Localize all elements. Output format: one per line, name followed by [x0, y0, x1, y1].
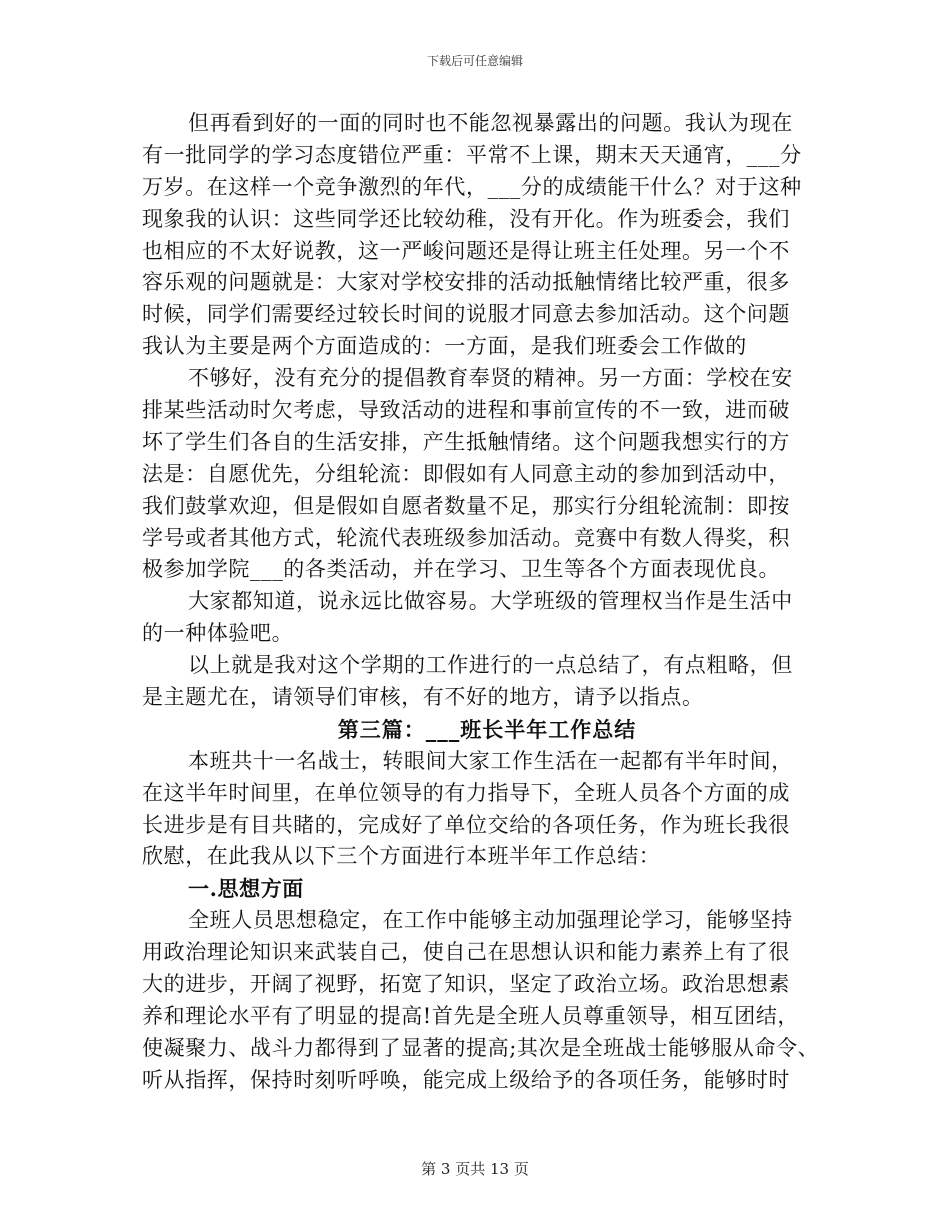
paragraph-line: 也相应的不太好说教，这一严峻问题还是得让班主任处理。另一个不 — [142, 238, 790, 263]
paragraph-line: 学号或者其他方式，轮流代表班级参加活动。竞赛中有数人得奖，积 — [142, 525, 790, 550]
paragraph-line: 长进步是有目共睹的，完成好了单位交给的各项任务，作为班长我很 — [142, 812, 790, 837]
page-footer: 第 3 页共 13 页 — [421, 1160, 529, 1178]
paragraph-line: 但再看到好的一面的同时也不能忽视暴露出的问题。我认为现在 — [188, 111, 793, 135]
paragraph-line: 以上就是我对这个学期的工作进行的一点总结了，有点粗略，但 — [188, 653, 793, 678]
paragraph-line: 坏了学生们各自的生活安排，产生抵触情绪。这个问题我想实行的方 — [142, 429, 790, 454]
paragraph-line: 大家都知道，说永远比做容易。大学班级的管理权当作是生活中 — [188, 589, 793, 614]
paragraph-line: 的一种体验吧。 — [142, 621, 294, 646]
paragraph-line: 我认为主要是两个方面造成的：一方面，是我们班委会工作做的 — [142, 334, 747, 359]
paragraph-line: 法是：自愿优先，分组轮流：即假如有人同意主动的参加到活动中， — [142, 461, 790, 486]
paragraph-line: 万岁。在这样一个竞争激烈的年代，___分的成绩能干什么？对于这种 — [142, 174, 802, 199]
paragraph-line: 我们鼓掌欢迎，但是假如自愿者数量不足，那实行分组轮流制：即按 — [142, 493, 790, 518]
paragraph-line: 本班共十一名战士，转眼间大家工作生活在一起都有半年时间， — [188, 748, 793, 773]
paragraph-line: 用政治理论知识来武装自己，使自己在思想认识和能力素养上有了很 — [142, 940, 790, 965]
paragraph-line: 有一批同学的学习态度错位严重：平常不上课，期末天天通宵，___分 — [142, 142, 802, 167]
document-body — [142, 108, 832, 1097]
paragraph-line: 现象我的认识：这些同学还比较幼稚，没有开化。作为班委会，我们 — [142, 206, 790, 231]
paragraph-line: 时候，同学们需要经过较长时间的说服才同意去参加活动。这个问题 — [142, 302, 790, 327]
paragraph-line: 养和理论水平有了明显的提高!首先是全班人员尊重领导，相互团结， — [142, 1003, 800, 1028]
section-heading: 第三篇：___班长半年工作总结 — [337, 716, 637, 742]
paragraph-line: 排某些活动时欠考虑，导致活动的进程和事前宣传的不一致，进而破 — [142, 398, 790, 423]
paragraph-line: 容乐观的问题就是：大家对学校安排的活动抵触情绪比较严重，很多 — [142, 270, 790, 295]
paragraph-line: 是主题尤在，请领导们审核，有不好的地方，请予以指点。 — [142, 685, 704, 710]
paragraph-line: 不够好，没有充分的提倡教育奉贤的精神。另一方面：学校在安 — [188, 366, 793, 391]
page-header: 下载后可任意编辑 — [426, 54, 523, 68]
paragraph-line: 在这半年时间里，在单位领导的有力指导下，全班人员各个方面的成 — [142, 780, 790, 805]
paragraph-line: 大的进步，开阔了视野，拓宽了知识，坚定了政治立场。政治思想素 — [142, 972, 790, 997]
paragraph-line: 使凝聚力、战斗力都得到了显著的提高;其次是全班战士能够服从命令、 — [142, 1035, 820, 1060]
subsection-heading: 一.思想方面 — [188, 876, 304, 902]
paragraph-line: 欣慰，在此我从以下三个方面进行本班半年工作总结： — [142, 844, 661, 869]
paragraph-line: 全班人员思想稳定，在工作中能够主动加强理论学习，能够坚持 — [188, 908, 793, 933]
paragraph-line: 听从指挥，保持时刻听呼唤，能完成上级给予的各项任务，能够时时 — [142, 1067, 790, 1092]
paragraph-line: 极参加学院___的各类活动，并在学习、卫生等各个方面表现优良。 — [142, 557, 781, 582]
